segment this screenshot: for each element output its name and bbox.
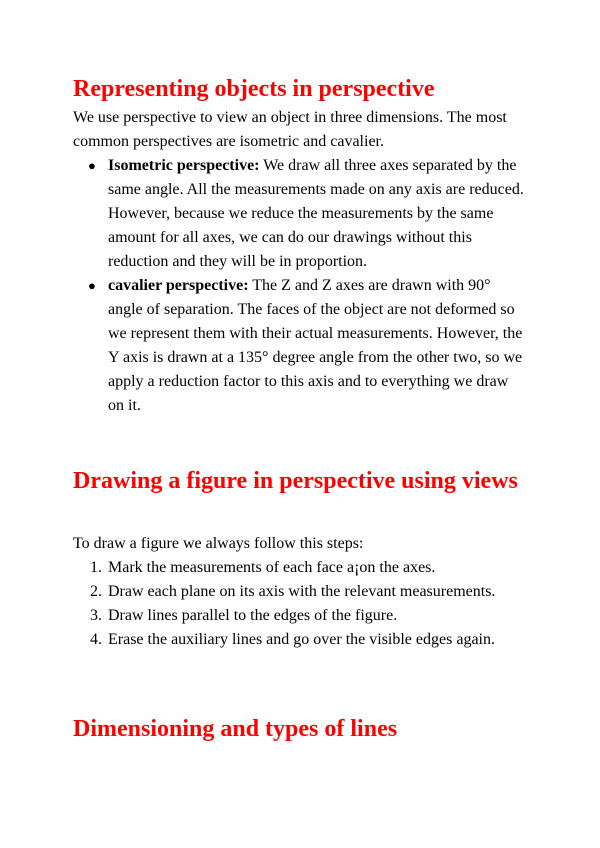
step-number: 3. [90,607,102,624]
section-intro-drawing-views: To draw a figure we always follow this steps: [73,535,364,552]
bullet-text: We draw all three axes separated by the same angle. All the measurements made on any axis are reduced. However, because we reduce the measurements by the same amount for all axes, we can do our drawings without this reduction and they will be in proportion. [108,157,524,270]
step-number: 1. [90,559,102,576]
bullet-text: The Z and Z axes are drawn with 90° angle of separation. The faces of the object are not deformed so we represent them with their actual measurements. However, the Y axis is drawn at a 135° degree angle from the other two, so we apply a reduction factor to this axis and to everything we draw on it. [108,277,523,414]
bullet-icon: ● [88,278,96,293]
list-item [0,274,528,418]
section-title-dimensioning: Dimensioning and types of lines [73,716,398,742]
step-text: Mark the measurements of each face a¡on the axes. [108,559,436,576]
list-item [0,556,508,580]
list-item [0,154,528,274]
steps-list [0,556,560,652]
list-item [0,604,508,628]
step-text: Erase the auxiliary lines and go over the visible edges again. [108,631,495,648]
bullet-term: Isometric perspective: [108,157,260,174]
list-item [0,580,508,604]
step-number: 2. [90,583,102,600]
step-text: Draw each plane on its axis with the relevant measurements. [108,583,496,600]
section-title-drawing-views: Drawing a figure in perspective using views [73,468,518,494]
list-item [0,628,508,652]
section-intro-perspective: We use perspective to view an object in three dimensions. The most common perspectives are isometric and cavalier. [73,109,507,150]
bullet-term: cavalier perspective: [108,277,249,294]
section-title-perspective: Representing objects in perspective [73,76,435,102]
step-text: Draw lines parallel to the edges of the figure. [108,607,398,624]
perspective-bullet-list [0,154,560,418]
bullet-icon: ● [88,158,96,173]
step-number: 4. [90,631,102,648]
